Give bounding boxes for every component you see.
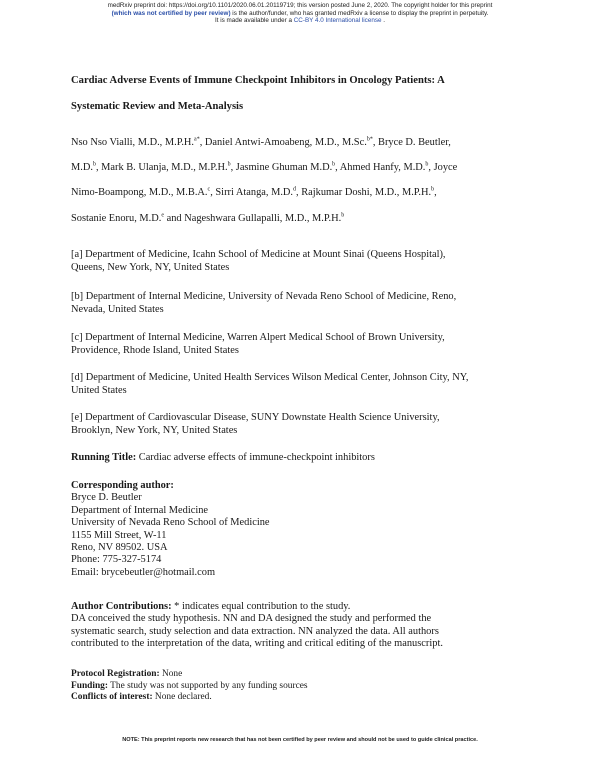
author-line-4: Sostanie Enoru, M.D.$^e$ and Nageshwara Gullapalli, M.D., M.P.H.$^b$ [71,212,345,224]
corresponding-email: Email: brycebeutler@hotmail.com [71,566,216,578]
author-line-3: Nimo-Boampong, M.D., M.B.A.$^c$, Sirri Atanga, M.D.$^d$, Rajkumar Doshi, M.D., M.P.H.$^b$, [71,186,437,199]
author-list [71,130,531,231]
banner-line-1: medRxiv preprint doi: https://doi.org/10.1101/2020.06.01.20119719; this version posted June 2, 2020. The copyright holder for this preprint [107,2,493,9]
author-line-2: M.D.$^b$, Mark B. Ulanja, M.D., M.P.H.$^b$, Jasmine Ghuman M.D.$^b$, Ahmed Hanfy, M.D.$^b$, Joyce [71,161,458,174]
paper-title-line-1: Cardiac Adverse Events of Immune Checkpoint Inhibitors in Oncology Patients: A [71,75,445,86]
banner-line-3: It is made available under a CC-BY 4.0 International license . [214,17,385,25]
declarations [71,669,531,704]
banner-not-certified: (which was not certified by peer review) [111,9,231,17]
corresponding-author: Corresponding author: Bryce D. Beutler Department of Internal Medicine University of Nevada Reno School of Medicine 1155 Mill Street, W-11 Reno, NV 89502. USA Phone: 775-327-5174 Email: brycebeutler@hotmail.com [71,480,531,579]
paper-title-line-2: Systematic Review and Meta-Analysis [71,101,244,112]
corresponding-label: Corresponding author: [71,480,174,491]
affiliation-c: [c] Department of Internal Medicine, Warren Alpert Medical School of Brown University, Providence, Rhode Island, United States [71,332,445,356]
preprint-banner [0,2,600,25]
affiliation-d: [d] Department of Medicine, United Health Services Wilson Medical Center, Johnson City, NY, United States [71,372,469,396]
conflicts-statement: Conflicts of interest: None declared. [71,692,212,703]
banner-line-2: (which was not certified by peer review) is the author/funder, who has granted medRxiv a license to display the preprint in perpetuity. [111,9,489,17]
funding-statement: Funding: The study was not supported by any funding sources [71,680,308,691]
affiliation-a: [a] Department of Medicine, Icahn School of Medicine at Mount Sinai (Queens Hospital), Queens, New York, NY, United States [71,249,446,273]
author-contributions: Author Contributions: * indicates equal contribution to the study. DA conceived the study hypothesis. NN and DA designed the study and performed the systematic search, study selection and data extraction. NN analyzed the data. All authors contributed to the interpretation of the data, writing and critical editing of the manuscript. [71,601,443,650]
running-title: Running Title: Cardiac adverse effects of immune-checkpoint inhibitors [71,452,375,463]
affiliation-b: [b] Department of Internal Medicine, University of Nevada Reno School of Medicine, Reno, Nevada, United States [71,291,457,315]
peer-review-note: NOTE: This preprint reports new research that has not been certified by peer review and should not be used to guide clinical practice. [122,737,478,743]
author-line-1: Nso Nso Vialli, M.D., M.P.H.$^{a*}$, Daniel Antwi-Amoabeng, M.D., M.Sc.$^{b*}$, Bryce D. Beutler, [71,136,451,148]
protocol-registration: Protocol Registration: None [71,669,183,679]
license-link[interactable]: CC-BY 4.0 International license [293,17,382,25]
affiliation-e: [e] Department of Cardiovascular Disease, SUNY Downstate Health Science University, Brooklyn, New York, NY, United States [71,412,440,436]
